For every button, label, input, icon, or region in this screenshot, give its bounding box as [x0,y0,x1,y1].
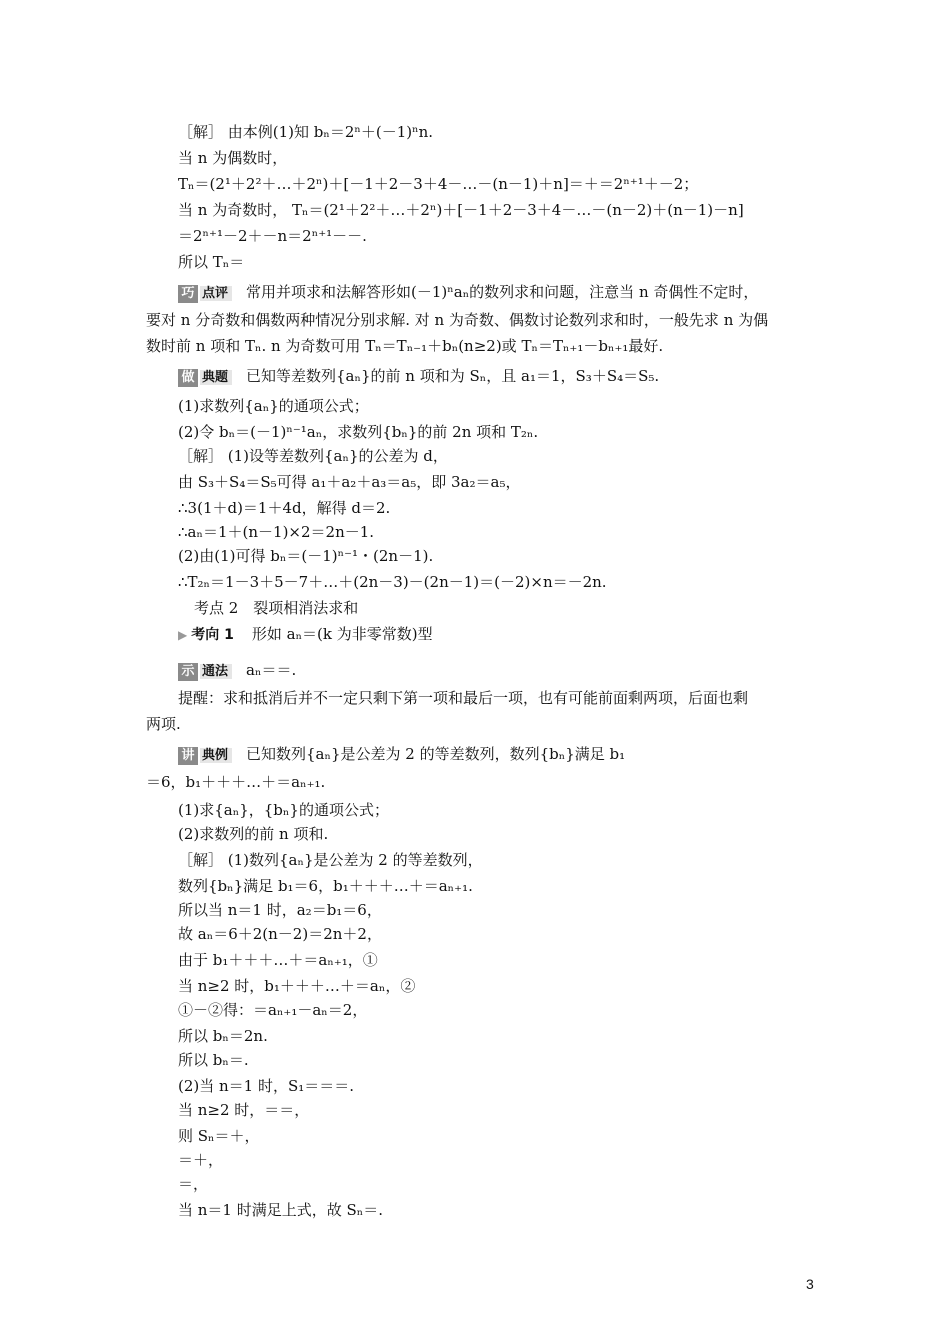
example1-line-3: ［解］ (1)设等差数列{aₙ}的公差为 d， [178,447,448,465]
example2-line-6: 故 aₙ＝6＋2(n－2)＝2n＋2， [178,925,382,943]
example1-stem: 做 典题 已知等差数列{aₙ}的前 n 项和为 Sₙ，且 a₁＝1，S₃＋S₄＝S₅. [178,366,659,387]
example2-line-5: 所以当 n＝1 时，a₂＝b₁＝6， [178,901,382,919]
example1-line-7: (2)由(1)可得 bₙ＝(－1)ⁿ⁻¹・(2n－1). [178,547,434,565]
section-heading: 考点 2 裂项相消法求和 [194,599,359,617]
solution-line-1: ［解］ 由本例(1)知 bₙ＝2ⁿ＋(－1)ⁿn. [178,123,434,141]
solution-line-2: 当 n 为偶数时， [178,149,288,167]
example1-tag: 做 典题 [178,369,232,387]
direction-line: ▶ 考向 1 形如 aₙ＝(k 为非零常数)型 [178,625,433,643]
solution-line-6: 所以 Tₙ＝ [178,253,245,271]
example2-line-11: 所以 bₙ＝. [178,1051,249,1069]
page-number: 3 [806,1276,814,1292]
example1-line-5: ∴3(1＋d)＝1＋4d，解得 d＝2. [178,499,391,517]
tip-line-2: 要对 n 分奇数和偶数两种情况分别求解. 对 n 为奇数、偶数讨论数列求和时，一般先求 n 为偶 [146,311,769,329]
example2-line-17: 当 n＝1 时满足上式，故 Sₙ＝. [178,1201,384,1219]
example2-stem-2: ＝6，b₁＋＋＋…＋＝aₙ₊₁. [146,773,326,791]
method-line: 示 通法 aₙ＝＝. [178,660,296,681]
example2-line-9: ①－②得：＝aₙ₊₁－aₙ＝2， [178,1001,368,1019]
solution-line-4: 当 n 为奇数时， Tₙ＝(2¹＋2²＋…＋2ⁿ)＋[－1＋2－3＋4－…－(n－2)＋(n－1)－n] [178,201,744,219]
tip-line-3: 数时前 n 项和 Tₙ. n 为奇数可用 Tₙ＝Tₙ₋₁＋bₙ(n≥2)或 Tₙ＝Tₙ₊₁－bₙ₊₁最好. [146,337,664,355]
direction-tag: ▶ 考向 1 [178,627,234,643]
example1-line-1: (1)求数列{aₙ}的通项公式； [178,397,369,415]
tip-line-1: 巧 点评 常用并项求和法解答形如(－1)ⁿaₙ的数列求和问题，注意当 n 奇偶性不定时， [178,282,758,303]
example2-line-14: 则 Sₙ＝＋， [178,1127,260,1145]
example2-line-12: (2)当 n＝1 时，S₁＝＝＝. [178,1077,355,1095]
example1-line-8: ∴T₂ₙ＝1－3＋5－7＋…＋(2n－3)－(2n－1)＝(－2)×n＝－2n. [178,573,607,591]
example1-line-4: 由 S₃＋S₄＝S₅可得 a₁＋a₂＋a₃＝a₅，即 3a₂＝a₅， [178,473,521,491]
example2-line-2: (2)求数列的前 n 项和. [178,825,329,843]
example2-line-3: ［解］ (1)数列{aₙ}是公差为 2 的等差数列， [178,851,483,869]
example2-line-1: (1)求{aₙ}，{bₙ}的通项公式； [178,801,389,819]
example2-line-15: ＝＋， [178,1151,224,1169]
example2-line-4: 数列{bₙ}满足 b₁＝6，b₁＋＋＋…＋＝aₙ₊₁. [178,877,473,895]
solution-line-5: ＝2ⁿ⁺¹－2＋－n＝2ⁿ⁺¹－－. [178,227,367,245]
example2-stem: 讲 典例 已知数列{aₙ}是公差为 2 的等差数列，数列{bₙ}满足 b₁ [178,744,625,765]
example2-line-10: 所以 bₙ＝2n. [178,1027,268,1045]
example2-line-16: ＝， [178,1175,209,1193]
example1-line-2: (2)令 bₙ＝(－1)ⁿ⁻¹aₙ，求数列{bₙ}的前 2n 项和 T₂ₙ. [178,423,539,441]
method-tag: 示 通法 [178,663,232,681]
example2-line-8: 当 n≥2 时，b₁＋＋＋…＋＝aₙ，② [178,977,416,995]
example1-line-6: ∴aₙ＝1＋(n－1)×2＝2n－1. [178,523,375,541]
example2-tag: 讲 典例 [178,747,232,765]
example2-line-13: 当 n≥2 时，＝＝， [178,1101,310,1119]
tip-tag: 巧 点评 [178,285,232,303]
reminder-line-1: 提醒：求和抵消后并不一定只剩下第一项和最后一项，也有可能前面剩两项，后面也剩 [178,689,749,707]
example2-line-7: 由于 b₁＋＋＋…＋＝aₙ₊₁，① [178,951,378,969]
solution-line-3: Tₙ＝(2¹＋2²＋…＋2ⁿ)＋[－1＋2－3＋4－…－(n－1)＋n]＝＋＝2ⁿ⁺¹＋－2； [178,175,699,193]
reminder-line-2: 两项. [146,715,181,733]
triangle-icon: ▶ [178,628,188,642]
